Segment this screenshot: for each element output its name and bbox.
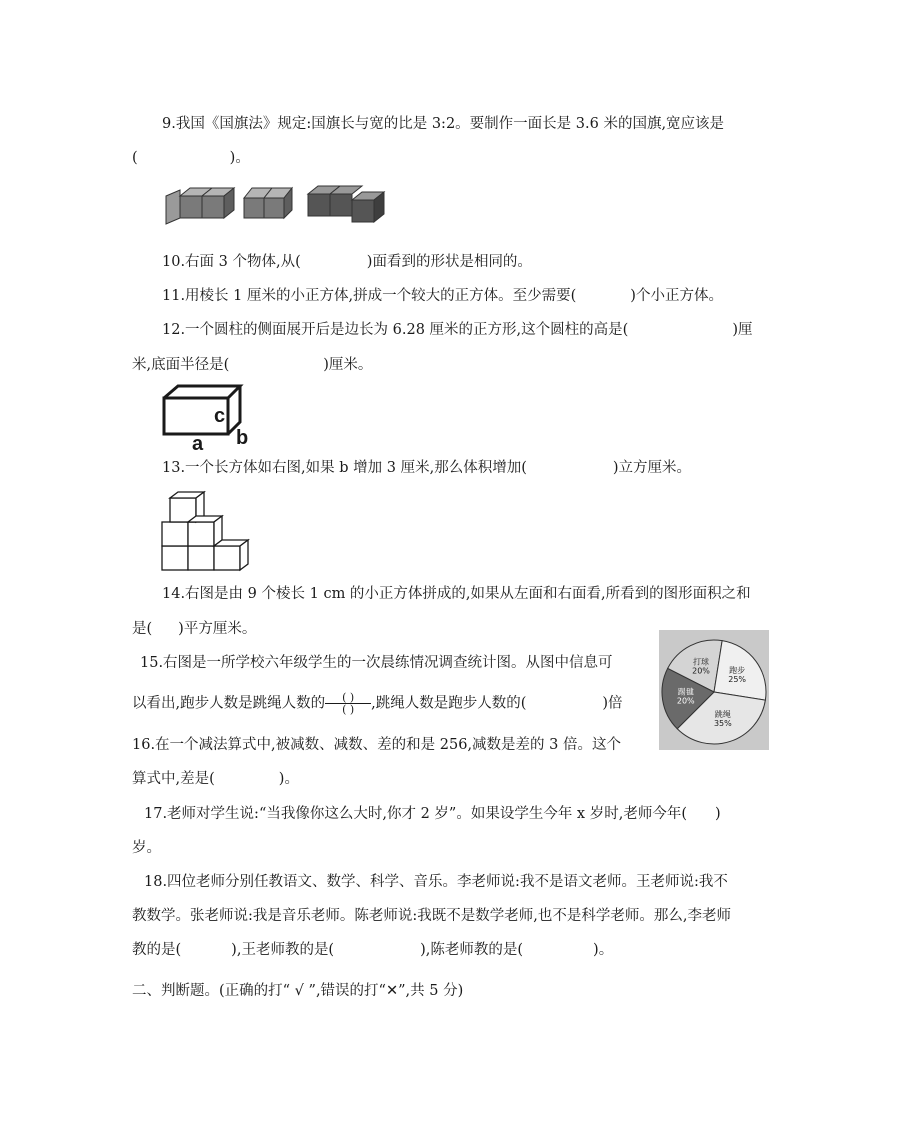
q14-text: 14.右图是由 9 个棱长 1 cm 的小正方体拼成的,如果从左面和右面看,所看到的图形面积之和 [162, 586, 751, 602]
pie-chart [659, 630, 769, 750]
q10-prefix: 10.右面 3 个物体,从( [162, 254, 301, 270]
q15-line2-prefix: 以看出,跑步人数是跳绳人数的 [132, 695, 326, 712]
pie-label-0: 打球 20% [692, 657, 710, 676]
q12-prefix: 12.一个圆柱的侧面展开后是边长为 6.28 厘米的正方形,这个圆柱的高是( [162, 322, 629, 338]
pie-label-2: 跳绳 35% [713, 710, 732, 729]
q18-text-line3 [132, 940, 613, 960]
q15-fraction-blank[interactable] [325, 692, 371, 715]
cuboid-label-c: c [214, 405, 226, 427]
q17-text-line2: 岁。 [132, 840, 161, 856]
three-block-objects-figure [162, 182, 392, 228]
q18-li-prefix: 教的是( [132, 942, 182, 958]
cube-stack-figure [160, 490, 260, 572]
q13-prefix: 13.一个长方体如右图,如果 b 增加 3 厘米,那么体积增加( [162, 460, 527, 476]
q10-suffix: )面看到的形状是相同的。 [366, 254, 532, 270]
q17-suffix: ) [714, 806, 721, 822]
q9-text: 9.我国《国旗法》规定:国旗长与宽的比是 3:2。要制作一面长是 3.6 米的国旗,宽应该是 [162, 116, 725, 132]
q15-line2-suffix: )倍 [602, 695, 623, 712]
q12-text [162, 320, 753, 340]
q18-text: 18.四位老师分别任教语文、数学、科学、音乐。李老师说:我不是语文老师。王老师说:我不 [144, 874, 728, 890]
fraction-numerator[interactable]: ( ) [325, 692, 371, 704]
cuboid-label-b: b [236, 427, 249, 449]
q16-text-line2 [132, 769, 299, 789]
q12-line2-prefix: 米,底面半径是( [132, 357, 230, 373]
q18-text-line2: 教数学。张老师说:我是音乐老师。陈老师说:我既不是数学老师,也不是科学老师。那么,李老师 [132, 908, 731, 924]
q9-answer-line [132, 148, 250, 168]
q10-text [162, 252, 532, 272]
q11-suffix: )个小正方体。 [630, 288, 723, 304]
pie-label-1: 跑步 25% [728, 666, 747, 685]
paren-open: ( [132, 150, 138, 166]
q11-text [162, 286, 723, 306]
q14-line2-suffix: )平方厘米。 [178, 621, 257, 637]
cuboid-label-a: a [192, 433, 204, 452]
q13-suffix: )立方厘米。 [612, 460, 692, 476]
q14-line2-prefix: 是( [132, 621, 153, 637]
q12-suffix: )厘 [732, 322, 753, 338]
cuboid-figure [160, 382, 260, 452]
pie-chart-panel [659, 630, 769, 750]
q12-text-line2 [132, 355, 372, 375]
q11-prefix: 11.用棱长 1 厘米的小正方体,拼成一个较大的正方体。至少需要( [162, 288, 577, 304]
q15-text-line2 [132, 692, 623, 715]
q17-text [144, 804, 721, 824]
q15-text: 15.右图是一所学校六年级学生的一次晨练情况调查统计图。从图中信息可 [140, 655, 613, 671]
q18-chen-prefix: ),陈老师教的是( [420, 942, 524, 958]
pie-label-3: 踢毽 20% [676, 687, 695, 706]
fraction-denominator[interactable]: ( ) [342, 703, 355, 716]
q18-wang-prefix: ),王老师教的是( [231, 942, 335, 958]
q16-line2-prefix: 算式中,差是( [132, 771, 215, 787]
q16-text: 16.在一个减法算式中,被减数、减数、差的和是 256,减数是差的 3 倍。这个 [132, 737, 622, 753]
q16-line2-suffix: )。 [278, 771, 299, 787]
q14-text-line2 [132, 619, 256, 639]
q18-suffix: )。 [593, 942, 614, 958]
q13-text [162, 458, 691, 478]
section2-heading: 二、判断题。(正确的打“ √ ”,错误的打“✕”,共 5 分) [132, 983, 464, 999]
q15-line2-middle: ,跳绳人数是跑步人数的( [371, 695, 527, 712]
q12-line2-suffix: )厘米。 [323, 357, 373, 373]
q17-prefix: 17.老师对学生说:“当我像你这么大时,你才 2 岁”。如果设学生今年 x 岁时,老师今年( [144, 806, 687, 822]
paren-close: )。 [229, 150, 250, 166]
